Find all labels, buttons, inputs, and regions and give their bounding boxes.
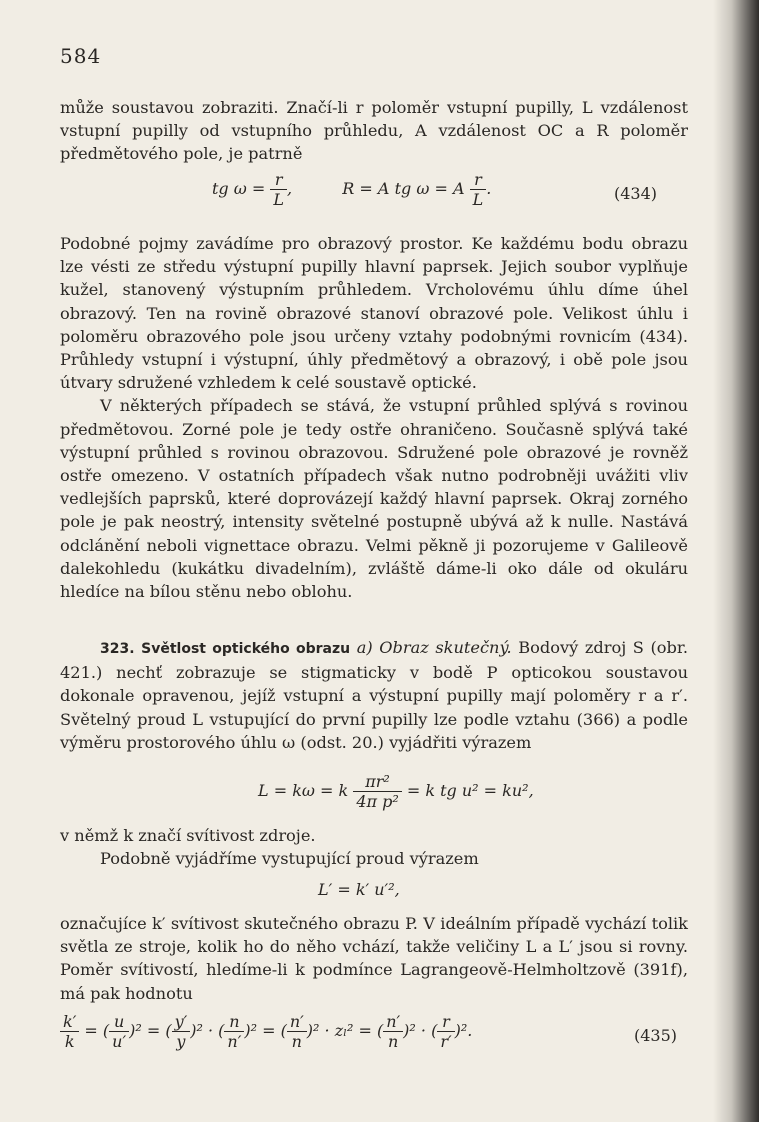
section-323 — [60, 636, 688, 754]
eq435-f6n: n′ — [383, 1012, 403, 1032]
eq435-f3d: y — [176, 1032, 186, 1051]
eq435-frac3 — [172, 1012, 191, 1051]
eq435-f5d: n — [291, 1032, 302, 1051]
eq435-frac6 — [383, 1012, 403, 1051]
eq435-f1n: k′ — [60, 1012, 79, 1032]
paragraph-6: označujíce k′ svítivost skutečného obrazu P. V ideálním případě vychází tolik světla ze stroje, kolik ho do něho vchází, takže veličiny L a L′ jsou si rovny. Poměr svítivostí, hledíme-li k podmínce Lagrangeově-Helmholtzově (391f), má pak hodnotu — [60, 914, 688, 1003]
page-edge-shadow — [713, 0, 759, 1122]
eq435-f1d: k — [64, 1032, 75, 1051]
eq435-f5n: n′ — [287, 1012, 307, 1032]
section-323-paragraph — [60, 636, 688, 754]
paragraph-3: V některých případech se stává, že vstupní průhled splývá s rovinou předmětovou. Zorné pole je tedy ostře ohraničeno. Současně splývá také výstupní průhled s rovinou obrazovou. Sdružené pole obrazové je rovněž ostře omezeno. V ostatních případech však nutno podrobněji uvážiti vliv vedlejších paprsků, které doprovázejí každý hlavní paprsek. Okraj zorného pole je pak neostrý, intensity světelné postupně ubývá až k nulle. Nastává odclánění neboli vignettace obrazu. Velmi pěkně ji pozorujeme v Galileově dalekohledu (kukátku divadelním), zvláště dáme-li oko dále od okuláru hledíce na bílou stěnu nebo oblohu. — [60, 396, 688, 602]
eq434-num1: r — [270, 170, 287, 190]
eq435-f7n: r — [437, 1012, 454, 1032]
paragraph-block-4 — [60, 824, 688, 870]
section-subtitle: a) Obraz skutečný. — [356, 638, 512, 657]
paragraph-4: v němž k značí svítivost zdroje. — [60, 826, 316, 845]
eqL-frac — [353, 772, 401, 811]
eq435-f7d: r′ — [440, 1032, 452, 1051]
equation-L — [258, 772, 534, 811]
eq435-f3n: y′ — [172, 1012, 191, 1032]
equation-number-434: (434) — [614, 184, 658, 203]
equation-434 — [212, 170, 491, 209]
eq434-den1: L — [273, 190, 285, 209]
eq435-frac5 — [287, 1012, 307, 1051]
eqL-lhs: L = kω = k — [258, 781, 349, 800]
eq434-frac2 — [470, 170, 487, 209]
eq435-frac7 — [437, 1012, 454, 1051]
eq435-mid: · zₗ² = — [324, 1021, 372, 1040]
equation-L-prime: L′ = k′ u′², — [318, 880, 400, 899]
eq434-lhs1: tg ω = — [212, 179, 266, 198]
eq435-f4n: n — [224, 1012, 244, 1032]
paragraph-1: může soustavou zobraziti. Značí-li r poloměr vstupní pupilly, L vzdálenost vstupní pupilly od vstupního průhledu, A vzdálenost OC a R poloměr předmětového pole, je patrně — [60, 98, 688, 164]
section-number: 323. — [100, 641, 135, 657]
eq435-f2n: u — [109, 1012, 129, 1032]
eq434-end: . — [486, 179, 492, 198]
equation-435: $\frac{k'}{k}$ = ( $\frac{u}{u'}$ )² = ( $\frac{y'}{y}$ )² · ( $\frac{n}{n'}$ )² = ( $\frac{n'}{n}$ )² · zₗ² = ( $\frac{n'}{n}$ )² · ( $\frac{r}{r'}$ )². — [60, 1012, 472, 1051]
eq435-f2d: u′ — [112, 1032, 127, 1051]
equation-number-435: (435) — [634, 1026, 678, 1045]
paragraph-5: Podobně vyjádříme vystupující proud výrazem — [100, 849, 479, 869]
eq435-frac4 — [224, 1012, 244, 1051]
paragraph-block-6 — [60, 912, 688, 1005]
section-text: Bodový zdroj S (obr. 421.) nechť zobrazuje se stigmaticky v bodě P opticokou soustavou dokonale opravenou, jejíž vstupní a výstupní pupilly mají poloměry r a r′. Světelný proud L vstupující do první pupilly lze podle vztahu (366) a podle výměru prostorového úhlu ω (odst. 20.) vyjádřiti výrazem — [60, 638, 688, 752]
eqL-num: πr² — [353, 772, 401, 792]
eq434-frac1 — [270, 170, 287, 209]
eqL-rhs: = k tg u² = ku², — [406, 781, 534, 800]
eq434-sep: , — [287, 179, 293, 198]
eqL-den: 4π p² — [356, 792, 399, 811]
eq434-lhs2: R = A tg ω = A — [342, 179, 465, 198]
eq435-f6d: n — [388, 1032, 399, 1051]
paragraph-2: Podobné pojmy zavádíme pro obrazový prostor. Ke každému bodu obrazu lze vésti ze středu výstupní pupilly hlavní paprsek. Jejich soubor vyplňuje kužel, stanovený výstupním průhledem. Vrcholovému úhlu díme úhel obrazový. Ten na rovině obrazové stanoví obrazové pole. Velikost úhlu i poloměru obrazového pole jsou určeny vztahy podobnými rovnicím (434). Průhledy vstupní i výstupní, úhly předmětový a obrazový, i obě pole jsou útvary sdružené vzhledem k celé soustavě optické. — [60, 234, 688, 393]
page-number: 584 — [60, 44, 102, 68]
eq435-frac2 — [109, 1012, 129, 1051]
eq434-num2: r — [470, 170, 487, 190]
paragraph-intro — [60, 96, 688, 166]
paragraph-block-2 — [60, 232, 688, 603]
eq435-f4d: n′ — [227, 1032, 242, 1051]
eq435-frac1 — [60, 1012, 79, 1051]
eq434-den2: L — [472, 190, 484, 209]
section-title: Světlost optického obrazu — [141, 641, 351, 657]
